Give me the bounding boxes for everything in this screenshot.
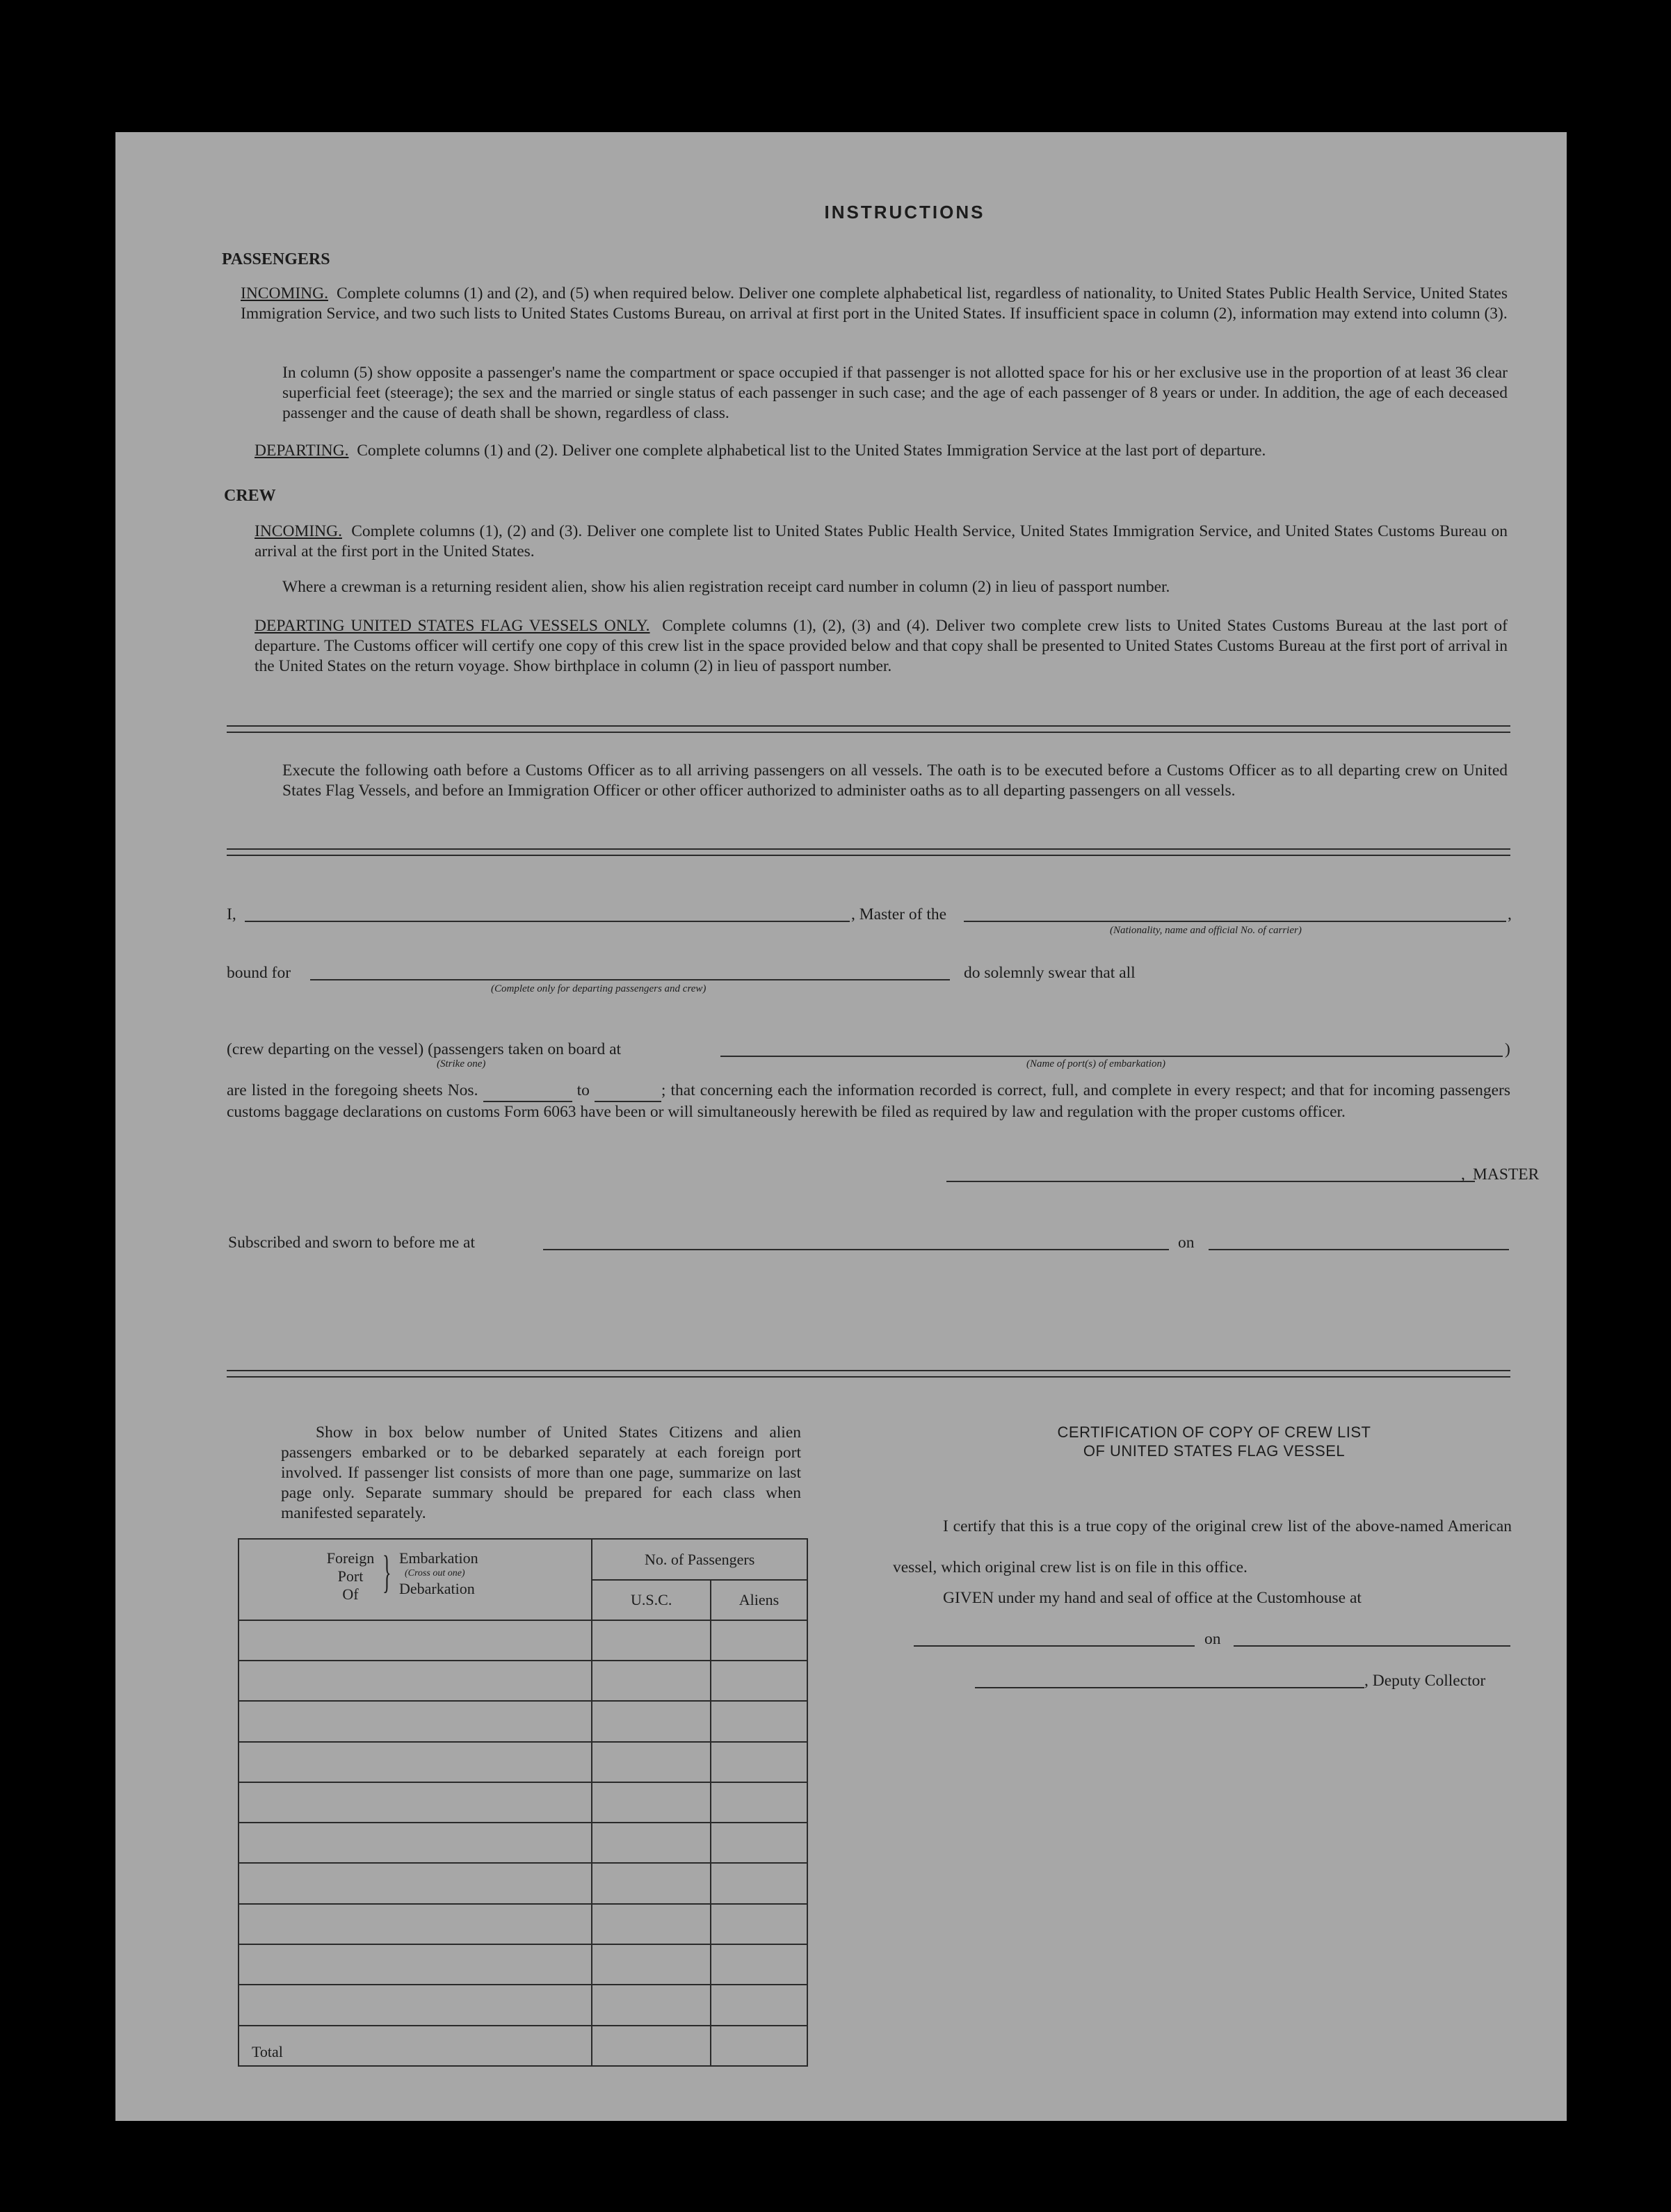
master-signature-field[interactable]: [946, 1181, 1475, 1182]
passengers-incoming-label: INCOMING.: [241, 284, 328, 302]
form-page: INSTRUCTIONS PASSENGERS INCOMING. Complete columns (1) and (2), and (5) when required below. Deliver one complete alphabetical list, regardless of nationality, to United States Public Health Service, United States Immigration Service, and two such lists to United States Customs Bureau, on arrival at first port in the United States. If insufficient space in column (2), information may extend into column (3). In column (5) show opposite a passenger's name the compartment or space occupied if that passenger is not allotted space for his or her exclusive use in the proportion of at least 36 clear superficial feet (steerage); the sex and the married or single status of each passenger in such case; and the age of each passenger of 8 years or under. In addition, the age of each deceased passenger and the cause of death shall be shown, regardless of class. DEPARTING. Complete columns (1) and (2). Deliver one complete alphabetical list to the United States Immigration Service at the last port of departure. CREW INCOMING. Complete columns (1), (2) and (3). Deliver one complete list to United States Public Health Service, United States Immigration Service, and United States Customs Bureau on arrival at the first port in the United States. Where a crewman is a returning resident alien, show his alien registration receipt card number in column (2) in lieu of passport number. DEPARTING UNITED STATES FLAG VESSELS ONLY. Complete columns (1), (2), (3) and (4). Deliver two complete crew lists to United States Customs Bureau at the last port of departure. The Customs officer will certify one copy of this crew list in the space provided below and that copy shall be presented to United States Customs Bureau at the first port of arrival in the United States on the return voyage. Show birthplace in column (2) in lieu of passport number. Execute the following oath before a Customs Officer as to all arriving passengers on all vessels. The oath is to be executed before a Customs Officer as to all departing crew on United States Flag Vessels, and before an Immigration Officer or other officer authorized to administer oaths as to all departing passengers on all vessels. I, , Master of the , (Nationality, name and official No. of carrier) bound for do solemnly swear that all (Complete only for departing passengers and crew) (crew departing on the vessel) (passengers taken on board at ) (Strike one) (Name of port(s) of embarkation) are listed in the foregoing sheets Nos. to ; that concerning each the information recorded is correct, full, and complete in every respect; and that for incoming passengers customs baggage declarations on customs Form 6063 have been or will simultaneously herewith be filed as required by law and regulation with the proper customs officer. , MASTER Subscribed and sworn to before me at on Show in box below number of United States Citizens and alien passengers embarked or to be debarked separately at each foreign port involved. If passenger list consists of more than one page, summarize on last page only. Separate summary should be prepared for each class when manifested separately. Foreign Port Of } Embarkation (Cross out one) Debarkation No. of Passengers U.S.C. Aliens Total CERTIFICATION OF COPY OF CREW LIST OF UNITED STATES FLAG VESSEL I certify that this is a true copy of the original crew list of the above-named American vessel, which original crew list is on file in this office. GIVEN under my hand and seal of office at the Customhouse at on , Deputy Collector: [115, 132, 1567, 2121]
crew-resident-paragraph: Where a crewman is a returning resident alien, show his alien registration receipt card number in column (2) in lieu of passport number.: [282, 578, 1170, 596]
departing-note: (Complete only for departing passengers and crew): [491, 983, 707, 994]
master-label: MASTER: [1473, 1165, 1540, 1184]
subscribed-label: Subscribed and sworn to before me at: [228, 1234, 476, 1252]
table-row: [239, 1782, 807, 1823]
certification-title: [999, 1423, 1430, 1460]
crew-incoming-paragraph: [255, 522, 1508, 562]
sworn-on-label: on: [1178, 1234, 1195, 1252]
certification-on-label: on: [1204, 1630, 1221, 1648]
crew-incoming-text: Complete columns (1), (2) and (3). Deliver one complete list to United States Public Health Service, United States Immigration Service, and United States Customs Bureau on arrival at the first port in the United States.: [255, 522, 1508, 560]
swear-label: do solemnly swear that all: [964, 964, 1136, 982]
col-embarkation-label: Embarkation: [399, 1549, 478, 1567]
total-row: [239, 2026, 807, 2066]
certification-title-line2: OF UNITED STATES FLAG VESSEL: [1083, 1442, 1346, 1460]
passengers-departing-paragraph: [255, 441, 1508, 461]
certify-paragraph: I certify that this is a true copy of the original crew list of the above-named American vessel, which original crew list is on file in this office.: [893, 1517, 1512, 1576]
given-text: GIVEN under my hand and seal of office at the Customhouse at: [943, 1589, 1362, 1607]
crew-departing-text: Complete columns (1), (2), (3) and (4). Deliver two complete crew lists to United States Customs Bureau at the last port of departure. The Customs officer will certify one copy of this crew list in the space provided below and that copy shall be presented to United States Customs Bureau at the first port of arrival in the United States on the return voyage. Show birthplace in column (2) in lieu of passport number.: [255, 617, 1508, 675]
port-header-cell: Foreign Port Of } Embarkation (Cross out one) Debarkation: [239, 1539, 592, 1620]
col-aliens-header: Aliens: [711, 1580, 807, 1620]
bound-for-field[interactable]: [310, 979, 950, 980]
sheet-to-field[interactable]: [595, 1081, 661, 1102]
double-rule: [227, 848, 1510, 856]
passenger-summary-table: [238, 1538, 808, 2067]
double-rule: [227, 1370, 1510, 1378]
total-label: Total: [239, 2026, 592, 2066]
crew-heading: CREW: [224, 487, 276, 505]
table-row: [239, 1701, 807, 1741]
passengers-heading: PASSENGERS: [222, 250, 330, 268]
double-rule: [227, 725, 1510, 733]
master-name-field[interactable]: [245, 921, 850, 922]
sworn-date-field[interactable]: [1209, 1249, 1509, 1250]
col-debarkation-label: Debarkation: [399, 1580, 475, 1597]
table-row: [239, 1742, 807, 1782]
table-row: [239, 1863, 807, 1903]
table-row: [239, 1661, 807, 1701]
certification-title-line1: CERTIFICATION OF COPY OF CREW LIST: [1057, 1423, 1371, 1441]
summary-intro: Show in box below number of United States Citizens and alien passengers embarked or to be debarked separately at each foreign port involved. If passenger list consists of more than one page, summarize on last page only. Separate summary should be prepared for each class when manifested separately.: [281, 1423, 801, 1522]
passengers-incoming-text: Complete columns (1) and (2), and (5) when required below. Deliver one complete alphabetical list, regardless of nationality, to United States Public Health Service, United States Immigration Service, and two such lists to United States Customs Bureau, on arrival at first port in the United States. If insufficient space in column (2), information may extend into column (3).: [241, 284, 1508, 323]
col-of-label: Of: [342, 1585, 359, 1603]
col-port-label: Port: [337, 1567, 364, 1585]
instructions-title: INSTRUCTIONS: [824, 202, 985, 223]
col-cross-out-note: (Cross out one): [405, 1568, 465, 1579]
table-row: [239, 1823, 807, 1863]
customhouse-field[interactable]: [914, 1645, 1195, 1647]
deputy-signature-field[interactable]: [975, 1687, 1364, 1688]
sworn-place-field[interactable]: [543, 1249, 1169, 1250]
to-label: to: [576, 1081, 590, 1099]
deputy-collector-label: , Deputy Collector: [1364, 1672, 1486, 1690]
sheet-from-field[interactable]: [483, 1081, 572, 1102]
table-row: [239, 1904, 807, 1944]
col-usc-header: U.S.C.: [592, 1580, 711, 1620]
crew-departing-paragraph: [255, 616, 1508, 677]
crew-departing-label: DEPARTING UNITED STATES FLAG VESSELS ONLY.: [255, 617, 650, 635]
carrier-note: (Nationality, name and official No. of carrier): [1110, 925, 1302, 936]
strike-one-note: (Strike one): [437, 1058, 486, 1069]
crew-passengers-label: (crew departing on the vessel) (passengers taken on board at: [227, 1040, 622, 1058]
embarkation-note: (Name of port(s) of embarkation): [1026, 1058, 1165, 1069]
passengers-departing-text: Complete columns (1) and (2). Deliver one complete alphabetical list to the United States Immigration Service at the last port of departure.: [357, 442, 1266, 460]
passengers-departing-label: DEPARTING.: [255, 442, 349, 460]
col-foreign-label: Foreign: [326, 1549, 375, 1567]
master-of-the-label: , Master of the: [851, 905, 947, 923]
listed-rest-text: ; that concerning each the information recorded is correct, full, and complete in every respect; and that for incoming passengers customs baggage declarations on customs Form 6063 have been or will simultaneously herewith be filed as required by law and regulation with the proper customs officer.: [227, 1081, 1511, 1121]
crew-incoming-label: INCOMING.: [255, 522, 342, 540]
oath-intro-paragraph: Execute the following oath before a Customs Officer as to all arriving passengers on all vessels. The oath is to be executed before a Customs Officer as to all departing crew on United States Flag Vessels, and before an Immigration Officer or other officer authorized to administer oaths as to all departing passengers on all vessels.: [282, 761, 1508, 800]
embarkation-port-field[interactable]: [720, 1056, 1503, 1057]
table-row: [239, 1944, 807, 1985]
certification-date-field[interactable]: [1234, 1645, 1510, 1647]
table-row: [239, 1620, 807, 1661]
listed-label: are listed in the foregoing sheets Nos.: [227, 1081, 478, 1099]
oath-i-label: I,: [227, 905, 236, 923]
passengers-column5-paragraph: In column (5) show opposite a passenger's name the compartment or space occupied if that passenger is not allotted space for his or her exclusive use in the proportion of at least 36 clear superficial feet (steerage); the sex and the married or single status of each passenger in such case; and the age of each passenger of 8 years or under. In addition, the age of each deceased passenger and the cause of death shall be shown, regardless of class.: [282, 364, 1508, 422]
bound-for-label: bound for: [227, 964, 291, 982]
listed-paragraph: [227, 1081, 1510, 1122]
carrier-field[interactable]: [964, 921, 1506, 922]
passengers-incoming-paragraph: [241, 284, 1508, 324]
table-row: [239, 1985, 807, 2025]
col-passengers-header: No. of Passengers: [592, 1539, 807, 1580]
